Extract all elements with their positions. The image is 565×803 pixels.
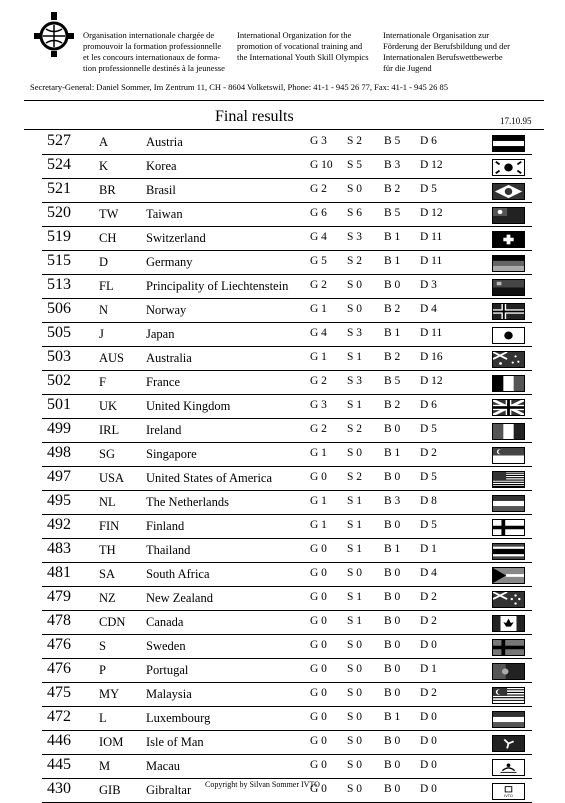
gold-count-cell: G 0 [310,759,327,771]
flag-switzerland-icon [492,231,525,248]
diploma-count-cell: D 11 [420,327,443,339]
country-name-cell: Thailand [146,543,191,557]
silver-count-cell: S 3 [347,327,363,339]
country-code-cell: CDN [99,615,126,629]
silver-count-cell: S 2 [347,135,363,147]
points-cell: 478 [47,612,71,629]
country-code-cell: N [99,303,109,317]
gold-count-cell: G 6 [310,207,327,219]
country-code-cell: BR [99,183,116,197]
diploma-count-cell: D 11 [420,231,443,243]
bronze-count-cell: B 2 [384,303,401,315]
secretary-contact: Secretary-General: Daniel Sommer, Im Zentrum 11, CH - 8604 Volketswil, Phone: 41-1 - 945 26 77, Fax: 41-1 - 945 26 85 [30,82,449,92]
country-name-cell: Finland [146,519,185,533]
points-cell: 476 [47,660,71,677]
flag-isle-of-man-icon [492,735,525,752]
diploma-count-cell: D 0 [420,759,437,771]
country-name-cell: Portugal [146,663,189,677]
diploma-count-cell: D 0 [420,735,437,747]
gold-count-cell: G 0 [310,567,327,579]
country-code-cell: IOM [99,735,124,749]
diploma-count-cell: D 2 [420,447,437,459]
country-name-cell: Singapore [146,447,197,461]
country-name-cell: Luxembourg [146,711,211,725]
svg-text:IVTO: IVTO [504,794,513,799]
points-cell: 475 [47,684,71,701]
points-cell: 506 [47,300,71,317]
country-name-cell: Canada [146,615,184,629]
silver-count-cell: S 0 [347,303,363,315]
country-code-cell: P [99,663,106,677]
bronze-count-cell: B 0 [384,591,401,603]
diploma-count-cell: D 0 [420,783,437,795]
table-row [42,707,532,731]
country-code-cell: J [99,327,104,341]
header-divider [24,100,544,101]
flag-japan-icon [492,327,525,344]
country-name-cell: Brasil [146,183,176,197]
diploma-count-cell: D 2 [420,591,437,603]
gold-count-cell: G 1 [310,303,327,315]
gold-count-cell: G 0 [310,783,327,795]
diploma-count-cell: D 4 [420,567,437,579]
diploma-count-cell: D 0 [420,639,437,651]
country-name-cell: New Zealand [146,591,213,605]
points-cell: 502 [47,372,71,389]
country-name-cell: Sweden [146,639,186,653]
table-row [42,419,532,443]
country-code-cell: USA [99,471,125,485]
silver-count-cell: S 0 [347,735,363,747]
table-row [42,443,532,467]
silver-count-cell: S 0 [347,711,363,723]
silver-count-cell: S 0 [347,567,363,579]
bronze-count-cell: B 0 [384,759,401,771]
table-row [42,203,532,227]
gold-count-cell: G 4 [310,327,327,339]
diploma-count-cell: D 0 [420,711,437,723]
flag-uk-icon [492,399,525,416]
flag-malaysia-icon [492,687,525,704]
country-name-cell: Principality of Liechtenstein [146,279,289,293]
table-row [42,683,532,707]
document-date: 17.10.95 [500,116,532,126]
country-name-cell: Macau [146,759,181,773]
points-cell: 527 [47,132,71,149]
points-cell: 492 [47,516,71,533]
country-code-cell: TW [99,207,119,221]
points-cell: 479 [47,588,71,605]
gold-count-cell: G 1 [310,351,327,363]
table-row [42,299,532,323]
flag-canada-icon [492,615,525,632]
bronze-count-cell: B 2 [384,399,401,411]
table-row [42,347,532,371]
country-name-cell: United States of America [146,471,273,485]
gold-count-cell: G 1 [310,495,327,507]
org-name-english: International Organization for the promotion of vocational training and the International Youth Skill Olympics [237,30,369,62]
gold-count-cell: G 0 [310,711,327,723]
bronze-count-cell: B 0 [384,567,401,579]
country-code-cell: CH [99,231,117,245]
silver-count-cell: S 1 [347,495,363,507]
diploma-count-cell: D 2 [420,687,437,699]
country-name-cell: Taiwan [146,207,183,221]
points-cell: 497 [47,468,71,485]
gold-count-cell: G 0 [310,735,327,747]
bronze-count-cell: B 0 [384,783,401,795]
points-cell: 481 [47,564,71,581]
table-row [42,467,532,491]
table-row [42,131,532,155]
copyright-footer: Copyright by Silvan Sommer IVTO [205,780,320,789]
diploma-count-cell: D 1 [420,543,437,555]
bronze-count-cell: B 1 [384,327,401,339]
flag-macau-icon [492,759,525,776]
silver-count-cell: S 0 [347,183,363,195]
points-cell: 498 [47,444,71,461]
country-code-cell: GIB [99,783,121,797]
points-cell: 495 [47,492,71,509]
gold-count-cell: G 3 [310,399,327,411]
table-row [42,491,532,515]
bronze-count-cell: B 0 [384,519,401,531]
table-row [42,755,532,779]
country-code-cell: L [99,711,107,725]
table-row [42,515,532,539]
country-code-cell: MY [99,687,120,701]
table-row [42,587,532,611]
gold-count-cell: G 0 [310,591,327,603]
bronze-count-cell: B 5 [384,135,401,147]
table-row [42,395,532,419]
flag-norway-icon [492,303,525,320]
flag-south-africa-icon [492,567,525,584]
organization-logo-icon [30,10,78,58]
silver-count-cell: S 0 [347,783,363,795]
silver-count-cell: S 0 [347,447,363,459]
country-code-cell: IRL [99,423,120,437]
flag-new-zealand-icon [492,591,525,608]
diploma-count-cell: D 12 [420,207,443,219]
country-name-cell: South Africa [146,567,210,581]
silver-count-cell: S 2 [347,255,363,267]
gold-count-cell: G 4 [310,231,327,243]
diploma-count-cell: D 12 [420,159,443,171]
silver-count-cell: S 1 [347,591,363,603]
diploma-count-cell: D 1 [420,663,437,675]
silver-count-cell: S 0 [347,687,363,699]
table-row [42,251,532,275]
table-row [42,563,532,587]
flag-france-icon [492,375,525,392]
diploma-count-cell: D 11 [420,255,443,267]
flag-portugal-icon [492,663,525,680]
silver-count-cell: S 5 [347,159,363,171]
flag-liechtenstein-icon [492,279,525,296]
silver-count-cell: S 6 [347,207,363,219]
gold-count-cell: G 2 [310,375,327,387]
diploma-count-cell: D 5 [420,471,437,483]
bronze-count-cell: B 0 [384,279,401,291]
flag-korea-icon [492,159,525,176]
points-cell: 472 [47,708,71,725]
silver-count-cell: S 1 [347,543,363,555]
org-name-german: Internationale Organisation zur Förderung der Berufsbildung und der Internationalen Berufswettbewerbe für die Jugend [383,30,511,73]
diploma-count-cell: D 5 [420,519,437,531]
flag-ireland-icon [492,423,525,440]
page-title: Final results [215,108,294,125]
points-cell: 513 [47,276,71,293]
diploma-count-cell: D 16 [420,351,443,363]
country-code-cell: M [99,759,111,773]
points-cell: 499 [47,420,71,437]
country-code-cell: AUS [99,351,125,365]
gold-count-cell: G 3 [310,135,327,147]
flag-austria-icon [492,135,525,152]
silver-count-cell: S 0 [347,663,363,675]
diploma-count-cell: D 6 [420,399,437,411]
bronze-count-cell: B 0 [384,615,401,627]
country-name-cell: The Netherlands [146,495,229,509]
bronze-count-cell: B 0 [384,663,401,675]
table-row [42,227,532,251]
points-cell: 521 [47,180,71,197]
diploma-count-cell: D 5 [420,183,437,195]
gold-count-cell: G 0 [310,639,327,651]
country-name-cell: Isle of Man [146,735,204,749]
points-cell: 483 [47,540,71,557]
flag-brasil-icon [492,183,525,200]
points-cell: 503 [47,348,71,365]
silver-count-cell: S 2 [347,423,363,435]
country-name-cell: Norway [146,303,187,317]
bronze-count-cell: B 3 [384,159,401,171]
country-code-cell: F [99,375,106,389]
bronze-count-cell: B 0 [384,423,401,435]
table-row [42,275,532,299]
country-code-cell: FIN [99,519,120,533]
gold-count-cell: G 1 [310,447,327,459]
silver-count-cell: S 0 [347,759,363,771]
silver-count-cell: S 1 [347,351,363,363]
silver-count-cell: S 0 [347,639,363,651]
table-row [42,371,532,395]
country-code-cell: NL [99,495,116,509]
bronze-count-cell: B 1 [384,447,401,459]
flag-luxembourg-icon [492,711,525,728]
silver-count-cell: S 2 [347,471,363,483]
bronze-count-cell: B 0 [384,735,401,747]
silver-count-cell: S 1 [347,519,363,531]
bronze-count-cell: B 2 [384,351,401,363]
flag-singapore-icon [492,447,525,464]
silver-count-cell: S 1 [347,615,363,627]
country-code-cell: TH [99,543,116,557]
table-row [42,731,532,755]
country-code-cell: UK [99,399,118,413]
bronze-count-cell: B 0 [384,639,401,651]
table-row [42,659,532,683]
bronze-count-cell: B 5 [384,375,401,387]
country-name-cell: Malaysia [146,687,192,701]
country-code-cell: A [99,135,109,149]
country-name-cell: Australia [146,351,192,365]
points-cell: 520 [47,204,71,221]
org-name-french: Organisation internationale chargée de promouvoir la formation professionnelle et les concours internationaux de forma- tion professionnelle destinés à la jeunesse [83,30,225,73]
country-code-cell: S [99,639,106,653]
flag-thailand-icon [492,543,525,560]
bronze-count-cell: B 1 [384,231,401,243]
country-name-cell: Austria [146,135,183,149]
flag-usa-icon [492,471,525,488]
silver-count-cell: S 3 [347,231,363,243]
points-cell: 519 [47,228,71,245]
diploma-count-cell: D 5 [420,423,437,435]
country-name-cell: France [146,375,181,389]
gold-count-cell: G 0 [310,543,327,555]
table-row [42,635,532,659]
gold-count-cell: G 0 [310,663,327,675]
points-cell: 515 [47,252,71,269]
gold-count-cell: G 0 [310,471,327,483]
points-cell: 505 [47,324,71,341]
diploma-count-cell: D 12 [420,375,443,387]
flag-gibraltar-icon [492,783,525,800]
diploma-count-cell: D 4 [420,303,437,315]
bronze-count-cell: B 3 [384,495,401,507]
gold-count-cell: G 10 [310,159,333,171]
silver-count-cell: S 3 [347,375,363,387]
bronze-count-cell: B 5 [384,207,401,219]
flag-germany-icon [492,255,525,272]
gold-count-cell: G 5 [310,255,327,267]
bronze-count-cell: B 1 [384,543,401,555]
table-row [42,539,532,563]
gold-count-cell: G 2 [310,279,327,291]
points-cell: 445 [47,756,71,773]
bronze-count-cell: B 0 [384,471,401,483]
flag-australia-icon [492,351,525,368]
points-cell: 524 [47,156,71,173]
country-code-cell: NZ [99,591,116,605]
flag-sweden-icon [492,639,525,656]
bronze-count-cell: B 2 [384,183,401,195]
gold-count-cell: G 0 [310,687,327,699]
silver-count-cell: S 1 [347,399,363,411]
country-code-cell: SA [99,567,115,581]
gold-count-cell: G 1 [310,519,327,531]
country-name-cell: United Kingdom [146,399,231,413]
flag-finland-icon [492,519,525,536]
table-row [42,611,532,635]
diploma-count-cell: D 2 [420,615,437,627]
table-row [42,155,532,179]
country-code-cell: FL [99,279,114,293]
points-cell: 501 [47,396,71,413]
flag-taiwan-icon [492,207,525,224]
country-name-cell: Japan [146,327,175,341]
gold-count-cell: G 2 [310,423,327,435]
table-top-rule [24,129,544,130]
country-code-cell: D [99,255,109,269]
gold-count-cell: G 0 [310,615,327,627]
country-code-cell: K [99,159,109,173]
country-name-cell: Germany [146,255,193,269]
country-name-cell: Gibraltar [146,783,192,797]
bronze-count-cell: B 0 [384,687,401,699]
country-name-cell: Korea [146,159,177,173]
table-row [42,323,532,347]
country-name-cell: Ireland [146,423,182,437]
country-code-cell: SG [99,447,115,461]
results-table [42,131,532,803]
diploma-count-cell: D 6 [420,135,437,147]
bronze-count-cell: B 1 [384,255,401,267]
points-cell: 446 [47,732,71,749]
points-cell: 476 [47,636,71,653]
diploma-count-cell: D 8 [420,495,437,507]
diploma-count-cell: D 3 [420,279,437,291]
country-name-cell: Switzerland [146,231,206,245]
table-row [42,179,532,203]
bronze-count-cell: B 1 [384,711,401,723]
gold-count-cell: G 2 [310,183,327,195]
flag-netherlands-icon [492,495,525,512]
points-cell: 430 [47,780,71,797]
silver-count-cell: S 0 [347,279,363,291]
